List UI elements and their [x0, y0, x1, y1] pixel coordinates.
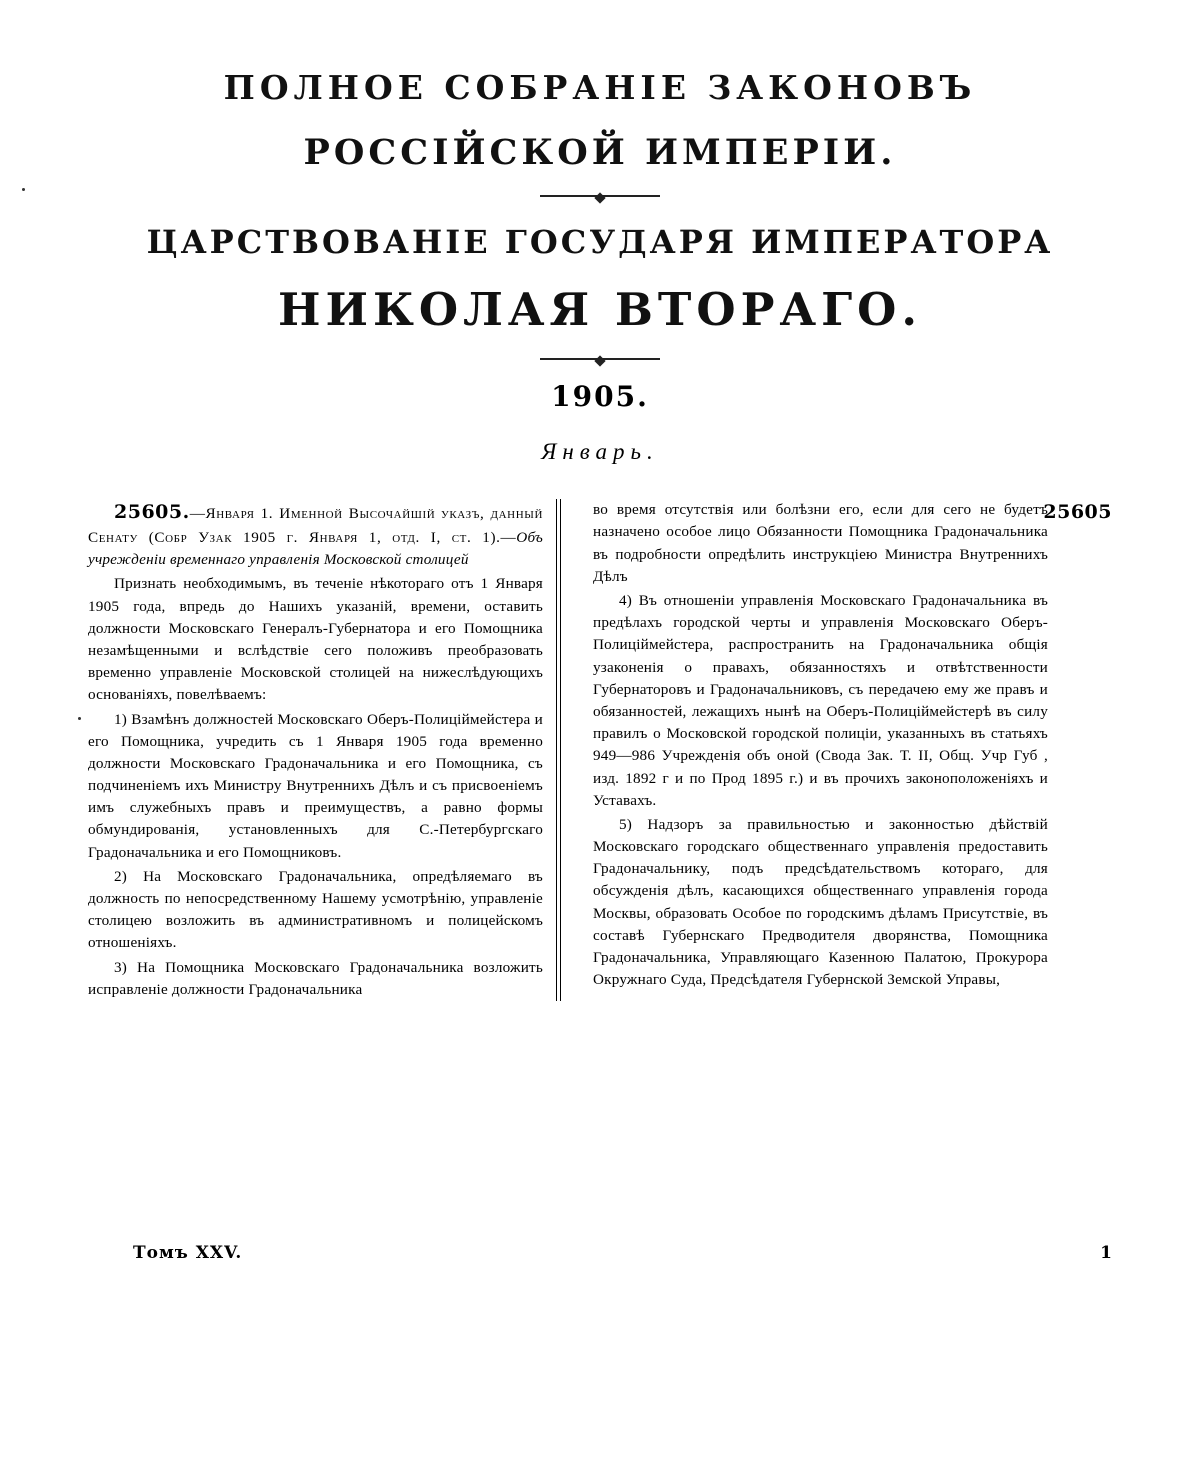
ornament-divider — [540, 195, 660, 197]
paragraph-item-5: 5) Надзоръ за правильностью и законностью дѣйствій Московскаго городскаго общественнаго управленія предоставить Градоначальнику, подъ предсѣдательствомъ котораго, для обсужденія дѣлъ, касающихся общественнаго управленія города Москвы, образовать Особое по городскимъ дѣламъ Присутствіе, въ составѣ Губернскаго Предводителя дворянства, Помощника Градоначальника, Управляющаго Казенною Палатою, Прокурора Окружнаго Суда, Предсѣдателя Губернской Земской Управы, — [593, 815, 1048, 989]
paragraph-item-1: 1) Взамѣнъ должностей Московскаго Оберъ-Полиціймейстера и его Помощника, учредить съ 1 Января 1905 года временно должности Московскаго Градоначальника и его Помощника, съ подчиненіемъ ихъ Министру Внутреннихъ Дѣлъ и съ присвоеніемъ имъ служебныхъ правъ и преимуществъ, а равно формы обмундированія, установленныхъ для С.-Петербургскаго Градоначальника и его Помощниковъ. — [88, 710, 543, 861]
paragraph-intro: Признать необходимымъ, въ теченіе нѣкотораго отъ 1 Января 1905 года, впредь до Нашихъ указаній, времени, оставить должности Московскаго Генералъ-Губернатора и его Помощника незамѣщенными и вслѣдствіе сего положивъ преобразовать временно управленіе Московской столицей на нижеслѣдующихъ основаніяхъ, повелѣваемъ: — [88, 575, 543, 704]
page-speck — [78, 717, 81, 720]
running-law-number: 25605 — [1043, 501, 1112, 524]
ornament-divider-2 — [540, 358, 660, 360]
year-label: 1905. — [551, 380, 649, 414]
masthead — [0, 0, 1200, 465]
body-area — [88, 499, 1112, 1001]
right-column — [563, 499, 1112, 1001]
month-label: Январь. — [541, 439, 659, 465]
text-columns — [88, 499, 1112, 1001]
left-column — [88, 499, 563, 1001]
column-divider — [556, 499, 561, 1001]
law-heading-rest: указъ, данный Сенату (Собр Узак 1905 г. Января 1, отд. I, ст. 1).— — [88, 505, 543, 547]
volume-label: Томъ XXV. — [133, 1243, 243, 1263]
law-title: Объ учрежденіи временнаго управленія Московской столицей — [88, 529, 543, 569]
paragraph-item-4: 4) Въ отношеніи управленія Московскаго Градоначальника въ предѣлахъ городской черты и управленія Московскаго Оберъ-Полиціймейстера, распространить на Градоначальника общія узаконенія о правахъ, обязанностяхъ и отвѣтственности Губернаторовъ и Градоначальниковъ, съ передачею ему же правъ и обязанностей, лежащихъ нынѣ на Оберъ-Полиціймейстерѣ въ силу правилъ о Московской городской полиціи, указанныхъ въ статьяхъ 949—986 Учрежденія объ оной (Свода Зак. Т. II, Общ. Учр Губ , изд. 1892 г и по Прод 1895 г.) и въ прочихъ законоположеніяхъ и Уставахъ. — [593, 592, 1048, 809]
page-footer — [88, 1243, 1112, 1263]
law-heading-date: —Января 1. Именной Высочайшій — [189, 505, 436, 523]
reign-title-line-2: НИКОЛАЯ ВТОРАГО. — [277, 283, 923, 337]
page-speck — [22, 188, 25, 191]
law-number: 25605. — [114, 501, 190, 524]
law-heading — [88, 499, 543, 571]
publication-title-line-2: РОССІЙСКОЙ ИМПЕРІИ. — [303, 132, 897, 174]
paragraph-item-2: 2) На Московскаго Градоначальника, опредѣляемаго въ должность по непосредственному Нашему усмотрѣнію, управленіе столицею возложить въ административномъ и полицейскомъ отношеніяхъ. — [88, 867, 543, 952]
paragraph-continuation: во время отсутствія или болѣзни его, если для сего не будетъ назначено особое лицо Обязанности Помощника Градоначальника въ подробности опредѣлить инструкціею Министра Внутреннихъ Дѣлъ — [593, 501, 1048, 585]
reign-title-line-1: ЦАРСТВОВАНІЕ ГОСУДАРЯ ИМПЕРАТОРА — [146, 223, 1054, 262]
paragraph-item-3: 3) На Помощника Московскаго Градоначальника возложить исправленіе должности Градоначальника — [88, 958, 543, 998]
publication-title-line-1: ПОЛНОЕ СОБРАНІЕ ЗАКОНОВЪ — [223, 68, 977, 107]
page-number: 1 — [1100, 1243, 1112, 1263]
